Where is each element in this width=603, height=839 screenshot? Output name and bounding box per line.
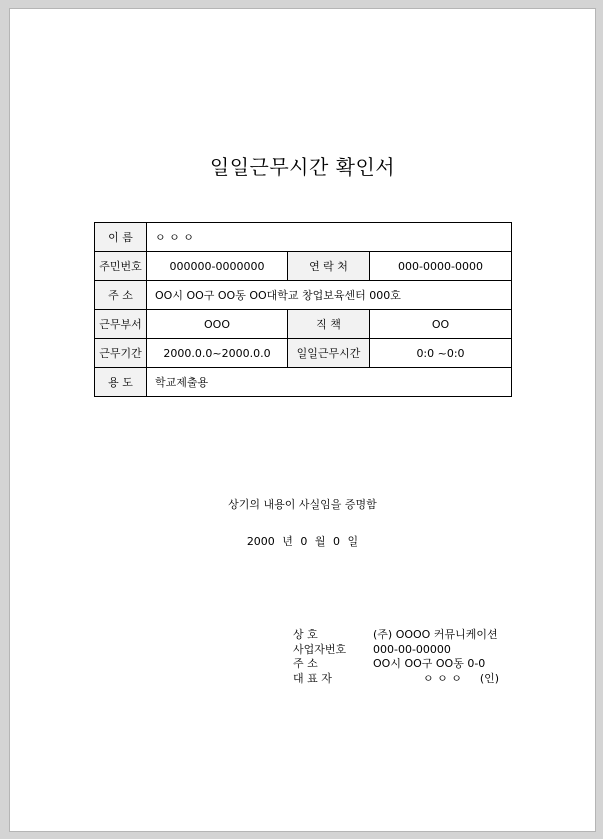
document-title: 일일근무시간 확인서 bbox=[209, 155, 396, 179]
purpose-value: 학교제출용 bbox=[147, 368, 512, 397]
company-bizno-row bbox=[293, 643, 499, 658]
company-address-row bbox=[293, 657, 499, 672]
company-address-label: 주 소 bbox=[293, 657, 318, 670]
info-table bbox=[94, 222, 512, 397]
department-label: 근무부서 bbox=[95, 310, 147, 339]
table-row bbox=[95, 339, 512, 368]
table-row bbox=[95, 223, 512, 252]
rrn-value: 000000-0000000 bbox=[147, 252, 288, 281]
company-rep-value: ㅇ ㅇ ㅇ bbox=[423, 671, 462, 685]
table-row bbox=[95, 310, 512, 339]
position-value: OO bbox=[370, 310, 512, 339]
daily-hours-label: 일일근무시간 bbox=[288, 339, 370, 368]
contact-label: 연 락 처 bbox=[288, 252, 370, 281]
name-label: 이 름 bbox=[95, 223, 147, 252]
company-bizno-value: 000-00-00000 bbox=[373, 642, 451, 656]
company-rep-row bbox=[293, 672, 499, 687]
address-label: 주 소 bbox=[95, 281, 147, 310]
company-name-label: 상 호 bbox=[293, 628, 318, 641]
company-name-row bbox=[293, 628, 499, 643]
name-value: ㅇ ㅇ ㅇ bbox=[147, 223, 512, 252]
table-row bbox=[95, 368, 512, 397]
company-rep-label: 대 표 자 bbox=[293, 671, 332, 685]
company-bizno-label: 사업자번호 bbox=[293, 642, 347, 656]
address-value: OO시 OO구 OO동 OO대학교 창업보육센터 000호 bbox=[147, 281, 512, 310]
company-name-value: (주) OOOO 커뮤니케이션 bbox=[373, 628, 498, 641]
period-value: 2000.0.0~2000.0.0 bbox=[147, 339, 288, 368]
contact-value: 000-0000-0000 bbox=[370, 252, 512, 281]
period-label: 근무기간 bbox=[95, 339, 147, 368]
document-page bbox=[9, 8, 596, 832]
certification-statement: 상기의 내용이 사실임을 증명함 bbox=[228, 498, 377, 511]
company-seal: (인) bbox=[479, 671, 500, 685]
issue-date: 2000 년 0 월 0 일 bbox=[246, 535, 359, 548]
daily-hours-value: 0:0 ~0:0 bbox=[370, 339, 512, 368]
table-row bbox=[95, 281, 512, 310]
table-row bbox=[95, 252, 512, 281]
company-address-value: OO시 OO구 OO동 0-0 bbox=[373, 657, 486, 670]
position-label: 직 책 bbox=[288, 310, 370, 339]
company-block bbox=[293, 628, 499, 686]
purpose-label: 용 도 bbox=[95, 368, 147, 397]
department-value: OOO bbox=[147, 310, 288, 339]
rrn-label: 주민번호 bbox=[95, 252, 147, 281]
